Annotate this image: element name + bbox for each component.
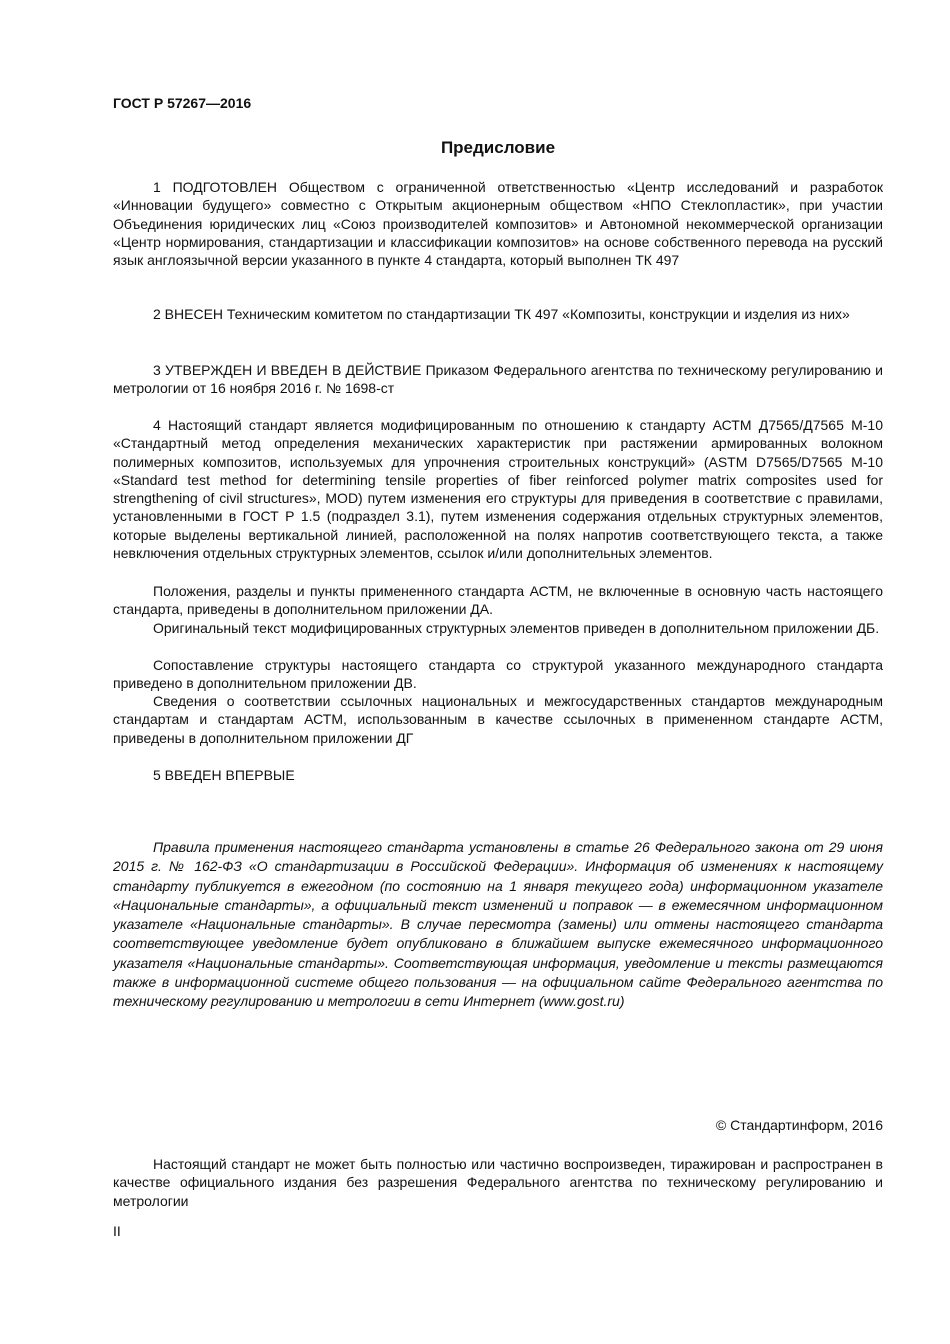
document-page xyxy=(113,0,883,1344)
preface-item-4-annex-dg: Сведения о соответствии ссылочных национальных и межгосударственных стандартов международным стандартам и стандартам АСТМ, использованным в качестве ссылочных в примененном стандарте АСТМ, приведены в дополнительном приложении ДГ xyxy=(113,693,883,746)
preface-item-1: 1 ПОДГОТОВЛЕН Обществом с ограниченной ответственностью «Центр исследований и разработок «Инновации будущего» совместно с Открытым акционерным обществом «НПО Стеклопластик», при участии Объединения юридических лиц «Союз производителей композитов» и Автономной некоммерческой организации «Центр нормирования, стандартизации и классификации композитов» на основе собственного перевода на русский язык англоязычной версии указанного в пункте 4 стандарта, который выполнен ТК 497 xyxy=(113,179,883,269)
page-number: II xyxy=(113,1223,121,1239)
reproduction-notice: Настоящий стандарт не может быть полностью или частично воспроизведен, тиражирован и распространен в качестве официального издания без разрешения Федерального агентства по техническому регулированию и метрологии xyxy=(113,1156,883,1209)
preface-item-3: 3 УТВЕРЖДЕН И ВВЕДЕН В ДЕЙСТВИЕ Приказом Федерального агентства по техническому регулированию и метрологии от 16 ноября 2016 г. № 1698-ст xyxy=(113,362,883,397)
preface-title: Предисловие xyxy=(440,138,556,157)
document-code: ГОСТ Р 57267—2016 xyxy=(113,95,252,111)
preface-item-4: 4 Настоящий стандарт является модифицированным по отношению к стандарту АСТМ Д7565/Д7565 М-10 «Стандартный метод определения механических характеристик при растяжении армированных волокном полимерных композитов, используемых для упрочнения строительных конструкций» (ASTM D7565/D7565 M-10 «Standard test method for determining tensile properties of fiber reinforced polymer matrix composites used for strengthening of civil structures», MOD) путем изменения его структуры для приведения в соответствие с правилами, установленными в ГОСТ Р 1.5 (подраздел 3.1), путем изменения содержания отдельных структурных элементов, которые выделены вертикальной линией, расположенной на полях напротив соответствующего текста, а также невключения отдельных структурных элементов, ссылок и/или дополнительных элементов. xyxy=(113,417,883,562)
application-rules-note: Правила применения настоящего стандарта установлены в статье 26 Федерального закона от 29 июня 2015 г. № 162-ФЗ «О стандартизации в Российской Федерации». Информация об изменениях к настоящему стандарту публикуется в ежегодном (по состоянию на 1 января текущего года) информационном указателе «Национальные стандарты», а официальный текст изменений и поправок — в ежемесячном информационном указателе «Национальные стандарты». В случае пересмотра (замены) или отмены настоящего стандарта соответствующее уведомление будет опубликовано в ближайшем выпуске ежемесячного информационного указателя «Национальные стандарты». Соответствующая информация, уведомление и тексты размещаются также в информационной системе общего пользования — на официальном сайте Федерального агентства по техническому регулированию и метрологии в сети Интернет (www.gost.ru) xyxy=(113,839,883,1010)
preface-item-5: 5 ВВЕДЕН ВПЕРВЫЕ xyxy=(153,767,295,783)
preface-item-4-annex-da: Положения, разделы и пункты примененного стандарта АСТМ, не включенные в основную часть настоящего стандарта, приведены в дополнительном приложении ДА. xyxy=(113,583,883,618)
preface-item-2: 2 ВНЕСЕН Техническим комитетом по стандартизации ТК 497 «Композиты, конструкции и изделия из них» xyxy=(153,306,850,322)
copyright-notice: © Стандартинформ, 2016 xyxy=(715,1117,883,1133)
preface-item-4-annex-dv: Сопоставление структуры настоящего стандарта со структурой указанного международного стандарта приведено в дополнительном приложении ДВ. xyxy=(113,657,883,692)
preface-item-4-annex-db: Оригинальный текст модифицированных структурных элементов приведен в дополнительном приложении ДБ. xyxy=(153,620,880,636)
